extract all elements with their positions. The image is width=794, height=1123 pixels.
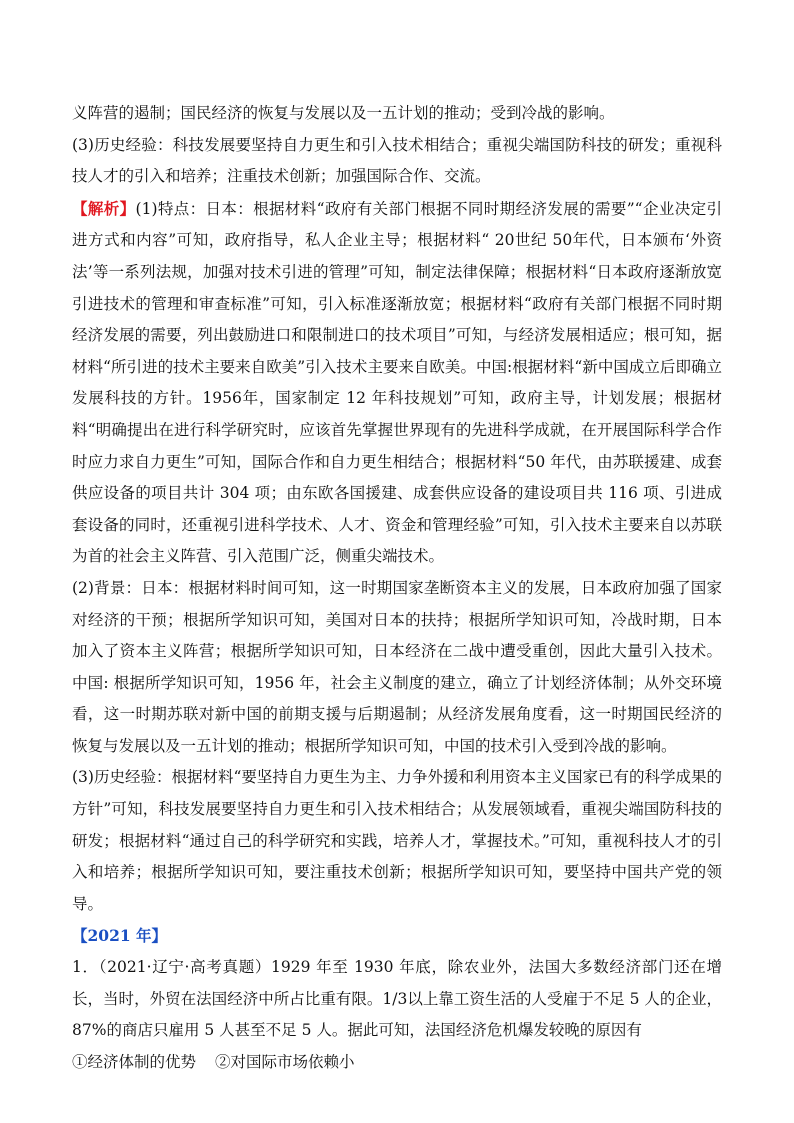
analysis-part-1 bbox=[72, 193, 722, 573]
analysis-tag: 【解析】 bbox=[72, 198, 136, 218]
year-2021-heading: 【2021 年】 bbox=[72, 926, 168, 946]
analysis-part-1-text: (1)特点：日本：根据材料“政府有关部门根据不同时期经济发展的需要”“企业决定引进方式和内容”可知，政府指导，私人企业主导；根据材料“ 20世纪 50年代，日本颁布‘外资法’等一系列法规，加强对技术引进的管理”可知，制定法律保障；根据材料“日本政府逐渐放宽引进技术的管理和审查标准”可知，引入标准逐渐放宽；根据材料“政府有关部门根据不同时期经济发展的需要，列出鼓励进口和限制进口的技术项目”可知，与经济发展相适应；根可知，据材料“所引进的技术主要来自欧美”引入技术主要来自欧美。中国:根据材料“新中国成立后即确立发展科技的方针。1956年，国家制定 12 年科技规划”可知，政府主导，计划发展；根据材料“明确提出在进行科学研究时，应该首先掌握世界现有的先进科学成就，在开展国际科学合作时应力求自力更生”可知，国际合作和自力更生相结合；根据材料“50 年代，由苏联援建、成套供应设备的项目共计 304 项；由东欧各国援建、成套供应设备的建设项目共 116 项、引进成套设备的同时，还重视引进科学技术、人才、资金和管理经验”可知，引入技术主要来自以苏联为首的社会主义阵营、引入范围广泛，侧重尖端技术。 bbox=[72, 199, 722, 566]
analysis-part-3: (3)历史经验：根据材料“要坚持自力更生为主、力争外援和利用资本主义国家已有的科学成果的方针”可知，科技发展要坚持自力更生和引入技术相结合；从发展领域看，重视尖端国防科技的研发；根据材料“通过自己的科学研究和实践，培养人才，掌握技术。”可知，重视科技人才的引入和培养；根据所学知识可知，要注重技术创新；根据所学知识可知，要坚持中国共产党的领导。 bbox=[72, 768, 722, 913]
answer-continuation-line: 义阵营的遏制；国民经济的恢复与发展以及一五计划的推动；受到冷战的影响。 bbox=[72, 104, 615, 122]
question-1: 1．（2021·辽宁·高考真题）1929 年至 1930 年底，除农业外，法国大多数经济部门还在增长，当时，外贸在法国经济中所占比重有限。1/3以上靠工资生活的人受雇于不足 5 人的企业，87%的商店只雇用 5 人甚至不足 5 人。据此可知，法国经济危机爆发较晚的原因有 bbox=[72, 958, 722, 1040]
option-2: ②对国际市场依赖小 bbox=[214, 1052, 355, 1071]
question-1-options bbox=[72, 1047, 722, 1079]
document-page bbox=[72, 98, 722, 1078]
analysis-part-2: (2)背景：日本：根据材料时间可知，这一时期国家垄断资本主义的发展，日本政府加强了国家对经济的干预；根据所学知识可知，美国对日本的扶持；根据所学知识可知，冷战时期，日本加入了资本主义阵营；根据所学知识可知，日本经济在二战中遭受重创，因此大量引入技术。中国: 根据所学知识可知，1956 年，社会主义制度的建立，确立了计划经济体制；从外交环境看，这一时期苏联对新中国的前期支援与后期遏制；从经济发展角度看，这一时期国民经济的恢复与发展以及一五计划的推动；根据所学知识可知，中国的技术引入受到冷战的影响。 bbox=[72, 578, 722, 755]
option-1: ①经济体制的优势 bbox=[72, 1052, 197, 1071]
answer-experience: (3)历史经验：科技发展要坚持自力更生和引入技术相结合；重视尖端国防科技的研发；重视科技人才的引入和培养；注重技术创新；加强国际合作、交流。 bbox=[72, 135, 722, 186]
